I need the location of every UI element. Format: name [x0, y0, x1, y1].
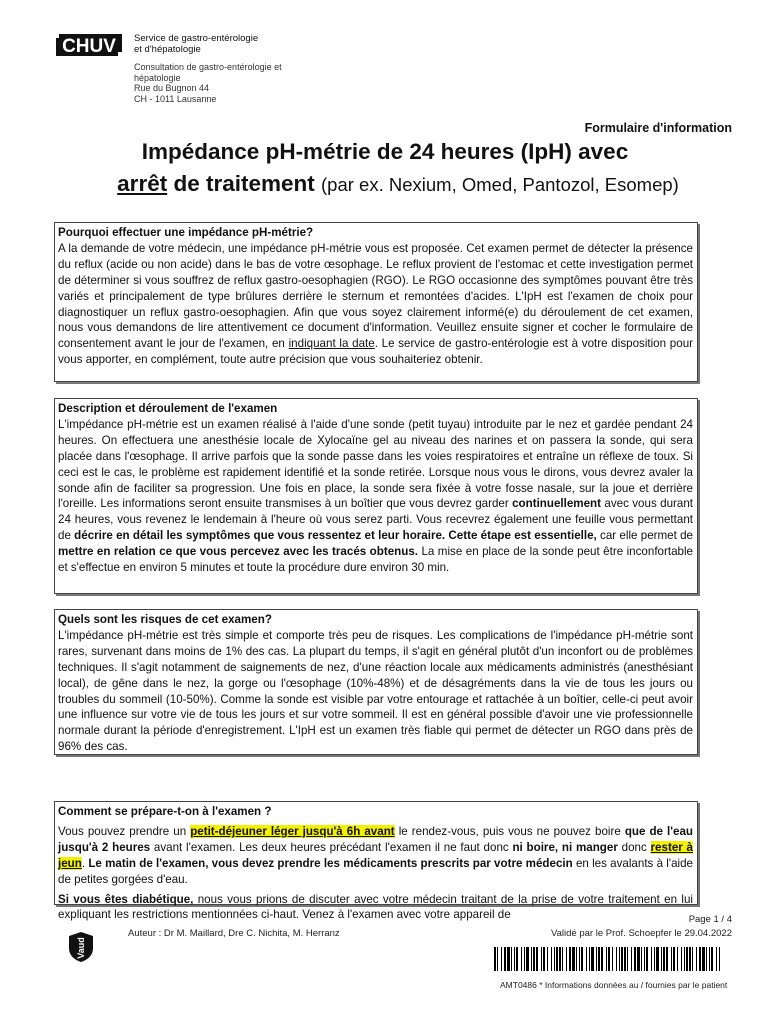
section-heading: Quels sont les risques de cet examen? [58, 613, 272, 626]
section-heading: Description et déroulement de l'examen [58, 402, 278, 415]
department-block [134, 33, 282, 104]
validation-line: Validé par le Prof. Schoepfer le 29.04.2022 [551, 928, 732, 939]
section-risks [54, 609, 698, 755]
address [134, 62, 282, 104]
document-code: AMT0486 * Informations données au / fournies par le patient [500, 980, 728, 990]
section-text: L'impédance pH-métrie est un examen réalisé à l'aide d'une sonde (petit tuyau) introduite par le nez et gardée pendant 24 heures. On effectuera une anesthésie locale de Xylocaïne gel au niveau des narines et on passera la sonde, qui sera placée dans l'œsophage. Il arrive parfois que la sonde passe dans les voies respiratoires et entraîne un réflexe de toux. Si ceci est le cas, le problème est rapidement identifié et la sonde retirée. Lorsque nous vous le dirons, vous devrez avaler la sonde afin de faciliter sa progression. Une fois en place, la sonde sera fixée à votre fosse nasale, sur la joue et derrière l'oreille. Les informations seront ensuite transmises à un boîtier que vous devrez garder continuellement avec vous durant 24 heures, vous revenez le lendemain à l'heure où vous serez parti. Vous recevrez également une feuille vous permettant de décrire en détail les symptômes que vous ressentez et leur horaire. Cette étape est essentielle, car elle permet de mettre en relation ce que vous percevez avec les tracés obtenus. La mise en place de la sonde peut être inconfortable et s'effectue en environ 5 minutes et toute la procédure dure environ 30 min. [58, 417, 693, 575]
page-title: Impédance pH-métrie de 24 heures (IpH) avec [141, 139, 629, 164]
underlined-text: indiquant la date [288, 337, 375, 351]
section-text: A la demande de votre médecin, une impédance pH-métrie vous est proposée. Cet examen permet de détecter la présence du reflux (acide ou non acide) dans le bas de votre œsophage. Le reflux provient de l'estomac et cette investigation permet de déterminer si vous souffrez de reflux gastro-oesophagien (RGO). Le RGO occasionne des symptômes pouvant être très variés et principalement de type brûlures derrière le sternum et remontées d'acides. L'IpH est l'examen de choix pour diagnostiquer un reflux gastro-oesophagien. Afin que vous soyez clairement informé(e) du déroulement de cet examen, nous vous demandons de lire attentivement ce document d'information. Veuillez ensuite signer et cocher le formulaire de consentement avant le jour de l'examen, en indiquant la date. Le service de gastro-entérologie est à votre disposition pour vous apporter, en complément, toute autre précision que vous souhaiteriez obtenir. [58, 241, 694, 367]
title-underlined-word: arrêt [117, 171, 168, 196]
barcode [494, 947, 720, 971]
address-line: hépatologie [134, 72, 181, 83]
chuv-logo [54, 30, 126, 60]
author-line: Auteur : Dr M. Maillard, Dre C. Nichita, M. Herranz [128, 928, 340, 939]
section-heading: Comment se prépare-t-on à l'examen ? [58, 805, 272, 818]
form-label: Formulaire d'information [584, 121, 732, 135]
page-number: Page 1 / 4 [688, 914, 732, 925]
section-heading: Pourquoi effectuer une impédance pH-métrie? [58, 226, 314, 239]
section-text: Vous pouvez prendre un petit-déjeuner léger jusqu'à 6h avant le rendez-vous, puis vous ne pouvez boire que de l'eau jusqu'à 2 heures avant l'examen. Les deux heures précédant l'examen il ne faut donc ni boire, ni manger donc rester à jeun. Le matin de l'examen, vous devez prendre les médicaments prescrits par votre médecin en les avalants à l'aide de petites gorgées d'eau. [58, 824, 694, 886]
section-text: L'impédance pH-métrie est très simple et comporte très peu de risques. Les complications de l'impédance pH-métrie sont rares, survenant dans moins de 1% des cas. La plupart du temps, il s'agit en général plutôt d'un inconfort ou de problèmes techniques. Il s'agit notamment de saignements de nez, d'une réaction locale aux médicaments administrés (anesthésiant local), de gêne dans le nez, la gorge ou l'œsophage (10%-48%) et de désagréments dans la vie de tous les jours ou troubles du sommeil (10-50%). Comme la sonde est visible par votre entourage et rattachée à un boîtier, celle-ci peut avoir une influence sur votre vie de tous les jours et sur votre sommeil. Il est en général possible d'avoir une vie professionnelle normale durant la période d'enregistrement. L'IpH est un examen très fiable qui permet de détecter un RGO dans près de 96% des cas. [58, 628, 693, 754]
title-bold-text: de traitement [167, 171, 322, 196]
address-line: Consultation de gastro-entérologie et [134, 62, 282, 72]
vaud-logo-text: Vaud [76, 937, 86, 959]
section-text: Si vous êtes diabétique, nous vous prions de discuter avec votre médecin traitant de la prise de votre traitement en lui expliquant les restrictions mentionnées ci-haut. Venez à l'examen avec votre appareil de [58, 892, 694, 922]
address-line: CH - 1011 Lausanne [134, 93, 217, 104]
department-name: Service de gastro-entérologie [134, 33, 259, 44]
vaud-logo [66, 930, 96, 964]
section-preparation [54, 801, 698, 922]
highlighted-text: petit-déjeuner léger jusqu'à 6h avant [190, 824, 395, 838]
page-title-line2 [48, 171, 748, 197]
address-line: Rue du Bugnon 44 [134, 83, 210, 93]
section-why [54, 222, 698, 382]
title-examples: (par ex. Nexium, Omed, Pantozol, Esomep) [321, 174, 679, 195]
highlighted-text: rester à jeun [58, 840, 693, 870]
section-description [54, 398, 698, 594]
logo-text: CHUV [62, 36, 116, 57]
department-name-2: et d'hépatologie [134, 44, 201, 55]
